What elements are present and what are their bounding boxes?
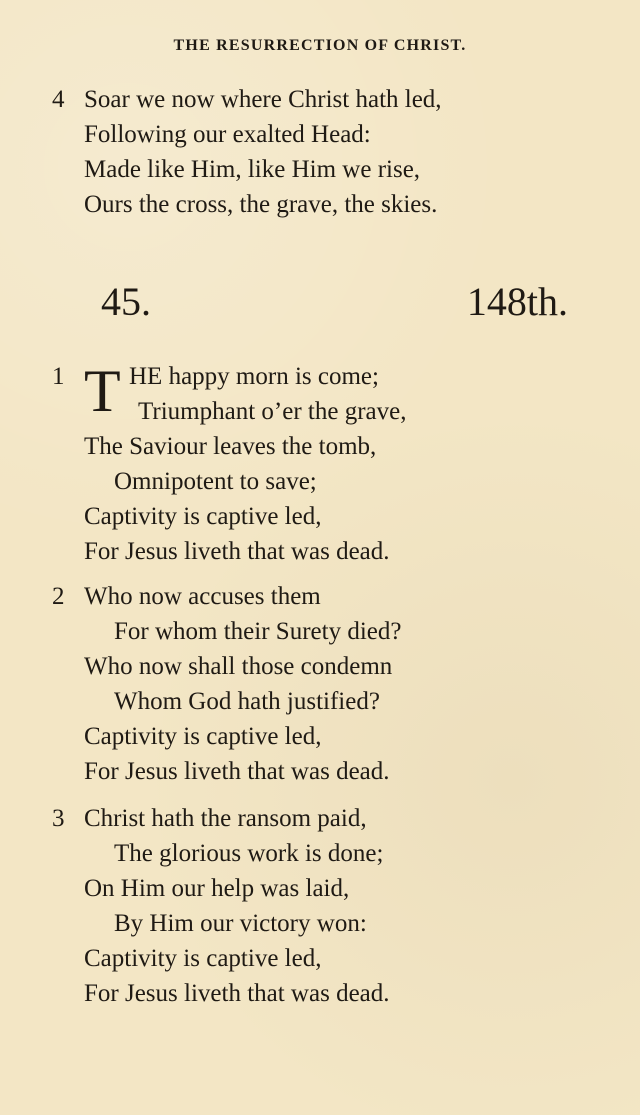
hymn-line: Who now accuses them bbox=[84, 583, 321, 610]
hymn-line: Who now shall those condemn bbox=[84, 653, 393, 680]
hymn-line: HE happy morn is come; bbox=[129, 363, 379, 390]
hymn-line: Soar we now where Christ hath led, bbox=[84, 86, 442, 113]
stanza-line bbox=[52, 152, 592, 187]
hymn-line: Ours the cross, the grave, the skies. bbox=[84, 191, 438, 218]
stanza-line bbox=[52, 429, 592, 464]
running-head: THE RESURRECTION OF CHRIST. bbox=[173, 37, 467, 54]
stanza-line bbox=[52, 117, 592, 152]
hymn-line: For Jesus liveth that was dead. bbox=[84, 538, 390, 565]
stanza-line bbox=[52, 684, 592, 719]
hymn-line: Captivity is captive led, bbox=[84, 723, 322, 750]
stanza-line bbox=[52, 719, 592, 754]
hymn-line: Captivity is captive led, bbox=[84, 945, 322, 972]
stanza-line bbox=[52, 614, 592, 649]
stanza-line bbox=[52, 976, 592, 1011]
stanza-line bbox=[52, 579, 592, 614]
verse-1 bbox=[52, 359, 592, 569]
verse-number: 1 bbox=[52, 363, 65, 390]
stanza-line bbox=[52, 499, 592, 534]
stanza-line bbox=[52, 534, 592, 569]
stanza-line bbox=[52, 649, 592, 684]
hymn-line: The Saviour leaves the tomb, bbox=[84, 433, 377, 460]
hymn-line: Made like Him, like Him we rise, bbox=[84, 156, 421, 183]
stanza-line bbox=[52, 801, 592, 836]
stanza-line bbox=[52, 187, 592, 222]
hymn-line: Omnipotent to save; bbox=[114, 468, 317, 495]
meter: 148th. bbox=[466, 279, 568, 324]
stanza-line bbox=[52, 464, 592, 499]
verse-number: 3 bbox=[52, 805, 65, 832]
hymn-line: Following our exalted Head: bbox=[84, 121, 371, 148]
hymn-line: By Him our victory won: bbox=[114, 910, 367, 937]
hymn-line: For Jesus liveth that was dead. bbox=[84, 980, 390, 1007]
stanza-line bbox=[52, 394, 592, 429]
stanza-4 bbox=[52, 82, 592, 222]
hymn-line: For Jesus liveth that was dead. bbox=[84, 758, 390, 785]
hymn-line: Whom God hath justified? bbox=[114, 688, 380, 715]
verse-number: 2 bbox=[52, 583, 65, 610]
verse-3 bbox=[52, 801, 592, 1011]
stanza-line bbox=[52, 754, 592, 789]
stanza-number: 4 bbox=[52, 86, 65, 113]
hymn-number: 45. bbox=[101, 279, 151, 324]
stanza-line bbox=[52, 906, 592, 941]
hymn-line: The glorious work is done; bbox=[114, 840, 384, 867]
dropcap: T bbox=[84, 358, 121, 424]
hymn-line: For whom their Surety died? bbox=[114, 618, 402, 645]
hymn-line: On Him our help was laid, bbox=[84, 875, 350, 902]
verse-2 bbox=[52, 579, 592, 789]
hymn-line: Christ hath the ransom paid, bbox=[84, 805, 367, 832]
hymn-line: Captivity is captive led, bbox=[84, 503, 322, 530]
stanza-line bbox=[52, 836, 592, 871]
stanza-line bbox=[52, 82, 592, 117]
hymn-line: Triumphant o’er the grave, bbox=[138, 398, 407, 425]
stanza-line bbox=[52, 871, 592, 906]
stanza-line bbox=[52, 941, 592, 976]
